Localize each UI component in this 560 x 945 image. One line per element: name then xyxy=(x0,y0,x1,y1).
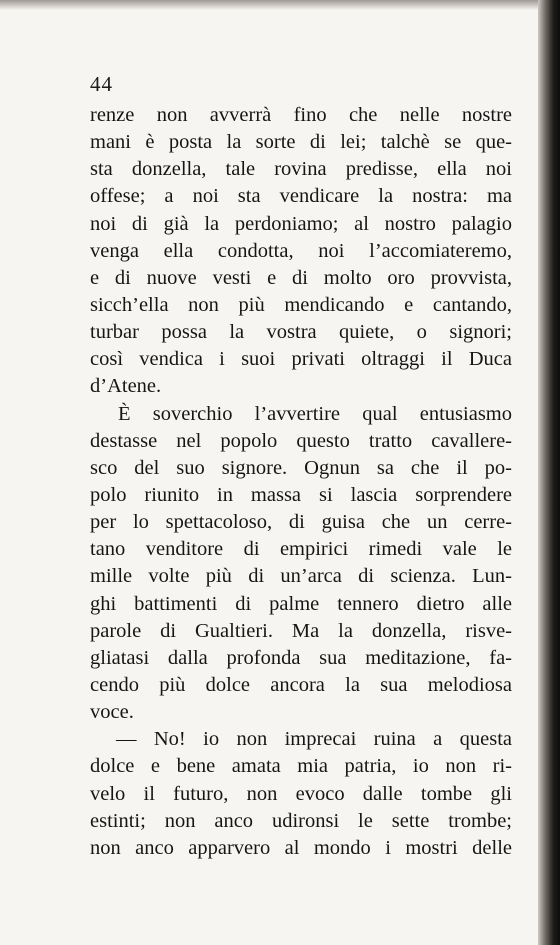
text-line: sco del suo signore. Ognun sa che il po- xyxy=(90,456,512,479)
text-line: tano venditore di empirici rimedi vale le xyxy=(90,538,512,561)
text-line: — No! io non imprecai ruina a questa xyxy=(116,728,512,751)
text-line: così vendica i suoi privati oltraggi il Duca xyxy=(90,348,512,371)
text-line: voce. xyxy=(90,701,134,724)
text-line: sta donzella, tale rovina predisse, ella noi xyxy=(90,158,512,181)
text-line: cendo più dolce ancora la sua melodiosa xyxy=(90,673,512,696)
text-line: destasse nel popolo questo tratto cavallere- xyxy=(90,429,512,452)
text-line: renze non avverrà fino che nelle nostre xyxy=(90,104,512,126)
text-line: e di nuove vesti e di molto oro provvista, xyxy=(90,266,512,289)
text-line: non anco apparvero al mondo i mostri delle xyxy=(90,836,512,859)
page-top-shadow xyxy=(0,0,538,10)
page-number: 44 xyxy=(90,72,113,96)
text-line: noi di già la perdoniamo; al nostro palagio xyxy=(90,212,512,235)
text-line: turbar possa la vostra quiete, o signori; xyxy=(90,321,512,344)
text-line: parole di Gualtieri. Ma la donzella, risve- xyxy=(90,619,512,642)
text-line: d’Atene. xyxy=(90,375,162,398)
text-line: venga ella condotta, noi l’accomiateremo, xyxy=(90,239,512,262)
text-line: sicch’ella non più mendicando e cantando, xyxy=(90,293,512,316)
text-line: mani è posta la sorte di lei; talchè se que- xyxy=(90,131,512,154)
text-line: È soverchio l’avvertire qual entusiasmo xyxy=(118,402,512,425)
text-line: ghi battimenti di palme tennero dietro alle xyxy=(90,592,512,615)
text-line: per lo spettacoloso, di guisa che un cerre- xyxy=(90,511,512,534)
book-binding-edge xyxy=(538,0,560,945)
text-line: estinti; non anco udironsi le sette trombe; xyxy=(90,809,512,832)
text-line: velo il futuro, non evoco dalle tombe gli xyxy=(90,782,512,805)
text-line: offese; a noi sta vendicare la nostra: ma xyxy=(90,185,512,208)
body-text xyxy=(90,102,512,862)
text-line: dolce e bene amata mia patria, io non ri- xyxy=(90,755,512,778)
text-line: gliatasi dalla profonda sua meditazione, fa- xyxy=(90,646,512,669)
text-line: mille volte più di un’arca di scienza. Lun- xyxy=(90,565,512,588)
text-line: polo riunito in massa si lascia sorprendere xyxy=(90,483,512,506)
